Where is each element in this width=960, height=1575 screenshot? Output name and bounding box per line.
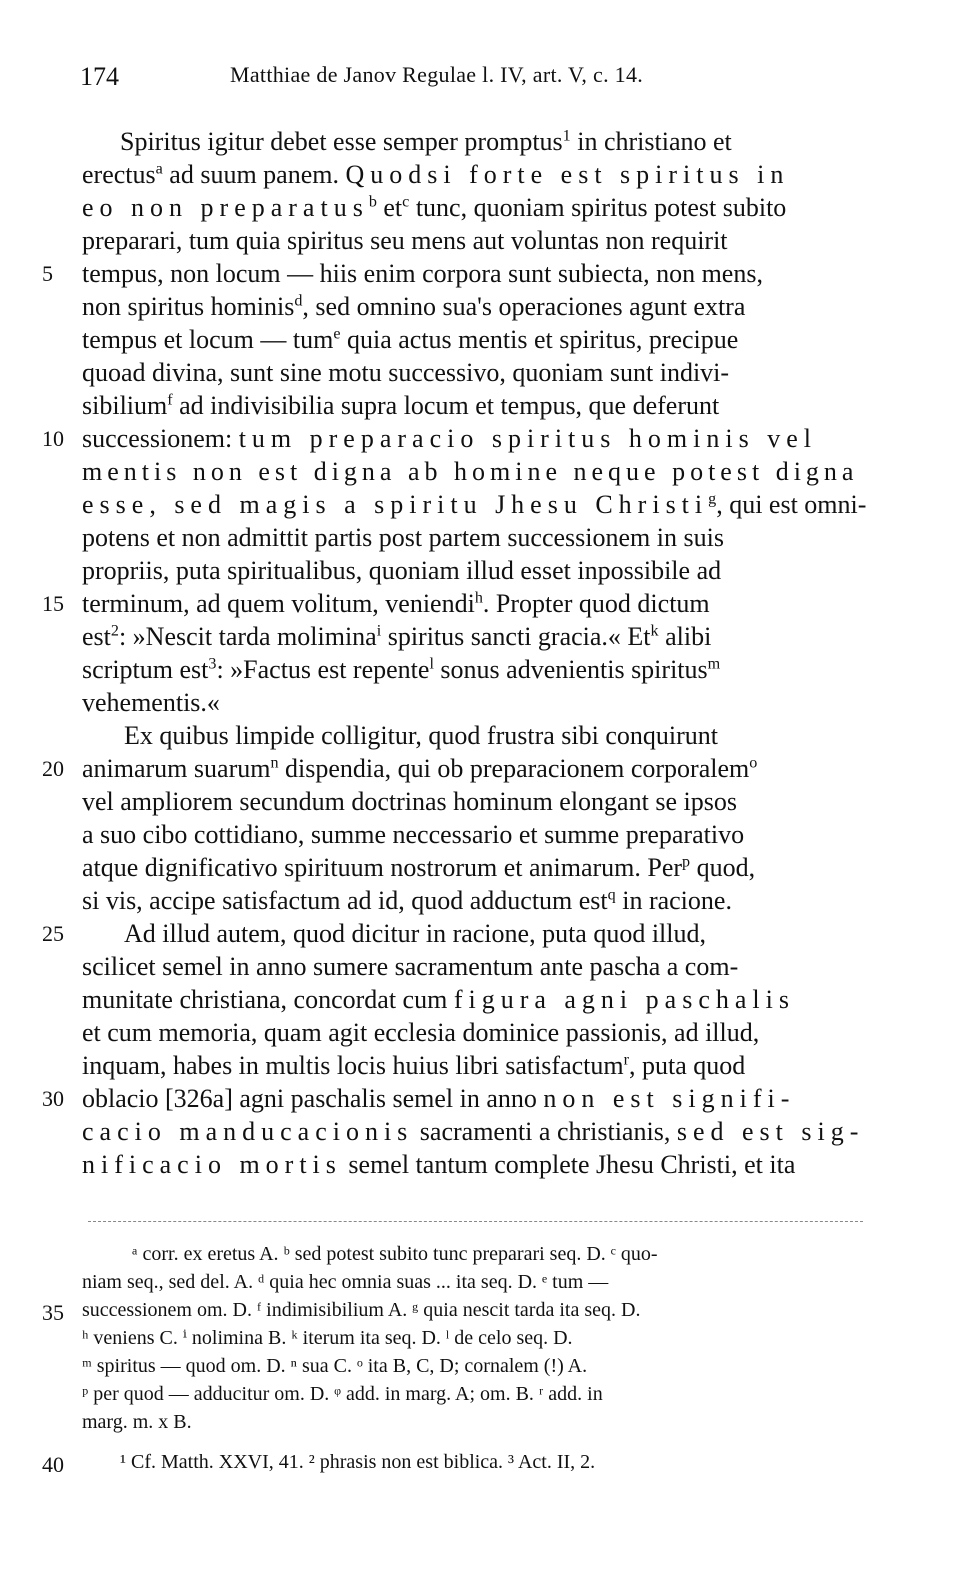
- text-line: et cum memoria, quam agit ecclesia dominice passionis, ad illud,: [82, 1018, 760, 1047]
- line-number: 35: [42, 1300, 64, 1325]
- text-line: Spiritus igitur debet esse semper promptus$^1$ in christiano et: [120, 127, 732, 156]
- apparatus-line: marg. m. x B.: [82, 1411, 192, 1433]
- text-line: esse, sed magis a spiritu Jhesu Christi$^g$, qui est omni-: [82, 490, 867, 519]
- text-line: erectus$^a$ ad suum panem. Quodsi forte est spiritus in: [82, 160, 790, 189]
- text-line: atque dignificativo spirituum nostrorum et animarum. Per$^p$ quod,: [82, 853, 756, 882]
- text-line: sibilium$^f$ ad indivisibilia supra locum et tempus, que deferunt: [82, 391, 720, 420]
- apparatus-line: niam seq., sed del. A. ᵈ quia hec omnia suas ... ita seq. D. ᵉ tum —: [82, 1271, 609, 1293]
- text-line: mentis non est digna ab homine neque potest digna: [82, 457, 859, 486]
- line-number: 20: [42, 756, 64, 781]
- text-line: Ex quibus limpide colligitur, quod frustra sibi conquirunt: [124, 721, 719, 750]
- text-line: vel ampliorem secundum doctrinas hominum elongant se ipsos: [82, 787, 737, 816]
- line-number: 40: [42, 1452, 64, 1477]
- text-line: quoad divina, sunt sine motu successivo, quoniam sunt indivi-: [82, 358, 730, 387]
- text-line: Ad illud autem, quod dicitur in racione, puta quod illud,: [124, 919, 707, 948]
- line-number: 25: [42, 921, 64, 946]
- text-line: terminum, ad quem volitum, veniendi$^h$. Propter quod dictum: [82, 589, 710, 618]
- line-number: 15: [42, 591, 64, 616]
- line-number: 5: [42, 261, 53, 286]
- source-notes-line: ¹ Cf. Matth. XXVI, 41. ² phrasis non est biblica. ³ Act. II, 2.: [120, 1451, 596, 1473]
- line-number: 30: [42, 1086, 64, 1111]
- apparatus-line: ʰ veniens C. ⁱ nolimina B. ᵏ iterum ita seq. D. ˡ de celo seq. D.: [82, 1327, 573, 1349]
- text-line: est$^2$: »Nescit tarda molimina$^i$ spiritus sancti gracia.« Et$^k$ alibi: [82, 622, 712, 651]
- text-line: si vis, accipe satisfactum ad id, quod adductum est$^q$ in racione.: [82, 886, 732, 915]
- text-line: preparari, tum quia spiritus seu mens aut voluntas non requirit: [82, 226, 728, 255]
- text-line: cacio manducacionis sacramenti a christianis, sed est sig-: [82, 1117, 865, 1146]
- text-line: tempus et locum — tum$^e$ quia actus mentis et spiritus, precipue: [82, 325, 739, 354]
- text-line: munitate christiana, concordat cum figura agni paschalis: [82, 985, 795, 1014]
- apparatus-line: successionem om. D. ᶠ indimisibilium A. ᵍ quia nescit tarda ita seq. D.: [82, 1299, 641, 1321]
- text-line: a suo cibo cottidiano, summe neccessario et summe preparativo: [82, 820, 745, 849]
- text-line: non spiritus hominis$^d$, sed omnino sua's operaciones agunt extra: [82, 292, 746, 321]
- apparatus-line: ᵐ spiritus — quod om. D. ⁿ sua C. ᵒ ita B, C, D; cornalem (!) A.: [82, 1355, 588, 1377]
- text-line: tempus, non locum — hiis enim corpora sunt subiecta, non mens,: [82, 259, 763, 288]
- text-line: potens et non admittit partis post partem successionem in suis: [82, 523, 724, 552]
- text-line: scriptum est$^3$: »Factus est repente$^l$ sonus advenientis spiritus$^m$: [82, 655, 721, 684]
- text-line: propriis, puta spiritualibus, quoniam illud esset inpossibile ad: [82, 556, 722, 585]
- text-line: nificacio mortis semel tantum complete Jhesu Christi, et ita: [82, 1150, 796, 1179]
- running-title: Matthiae de Janov Regulae l. IV, art. V, c. 14.: [230, 62, 644, 87]
- text-line: scilicet semel in anno sumere sacramentum ante pascha a com-: [82, 952, 739, 981]
- text-line: inquam, habes in multis locis huius libri satisfactum$^r$, puta quod: [82, 1051, 746, 1080]
- apparatus-line: ᵃ corr. ex eretus A. ᵇ sed potest subito tunc preparari seq. D. ᶜ quo-: [132, 1243, 658, 1265]
- text-line: eo non preparatus$^b$ $et^c$ tunc, quoniam spiritus potest subito: [82, 193, 787, 222]
- text-line: vehementis.«: [82, 688, 220, 717]
- text-line: successionem: tum preparacio spiritus hominis vel: [82, 424, 817, 453]
- line-number: 10: [42, 426, 64, 451]
- apparatus-line: ᵖ per quod — adducitur om. D. ᵠ add. in marg. A; om. B. ʳ add. in: [82, 1383, 603, 1405]
- page-number: 174: [80, 62, 119, 91]
- footnote-separator: [88, 1221, 863, 1222]
- text-line: oblacio [326a] agni paschalis semel in anno non est signifi-: [82, 1084, 796, 1113]
- text-line: animarum suarum$^n$ dispendia, qui ob preparacionem corporalem$^o$: [82, 754, 758, 783]
